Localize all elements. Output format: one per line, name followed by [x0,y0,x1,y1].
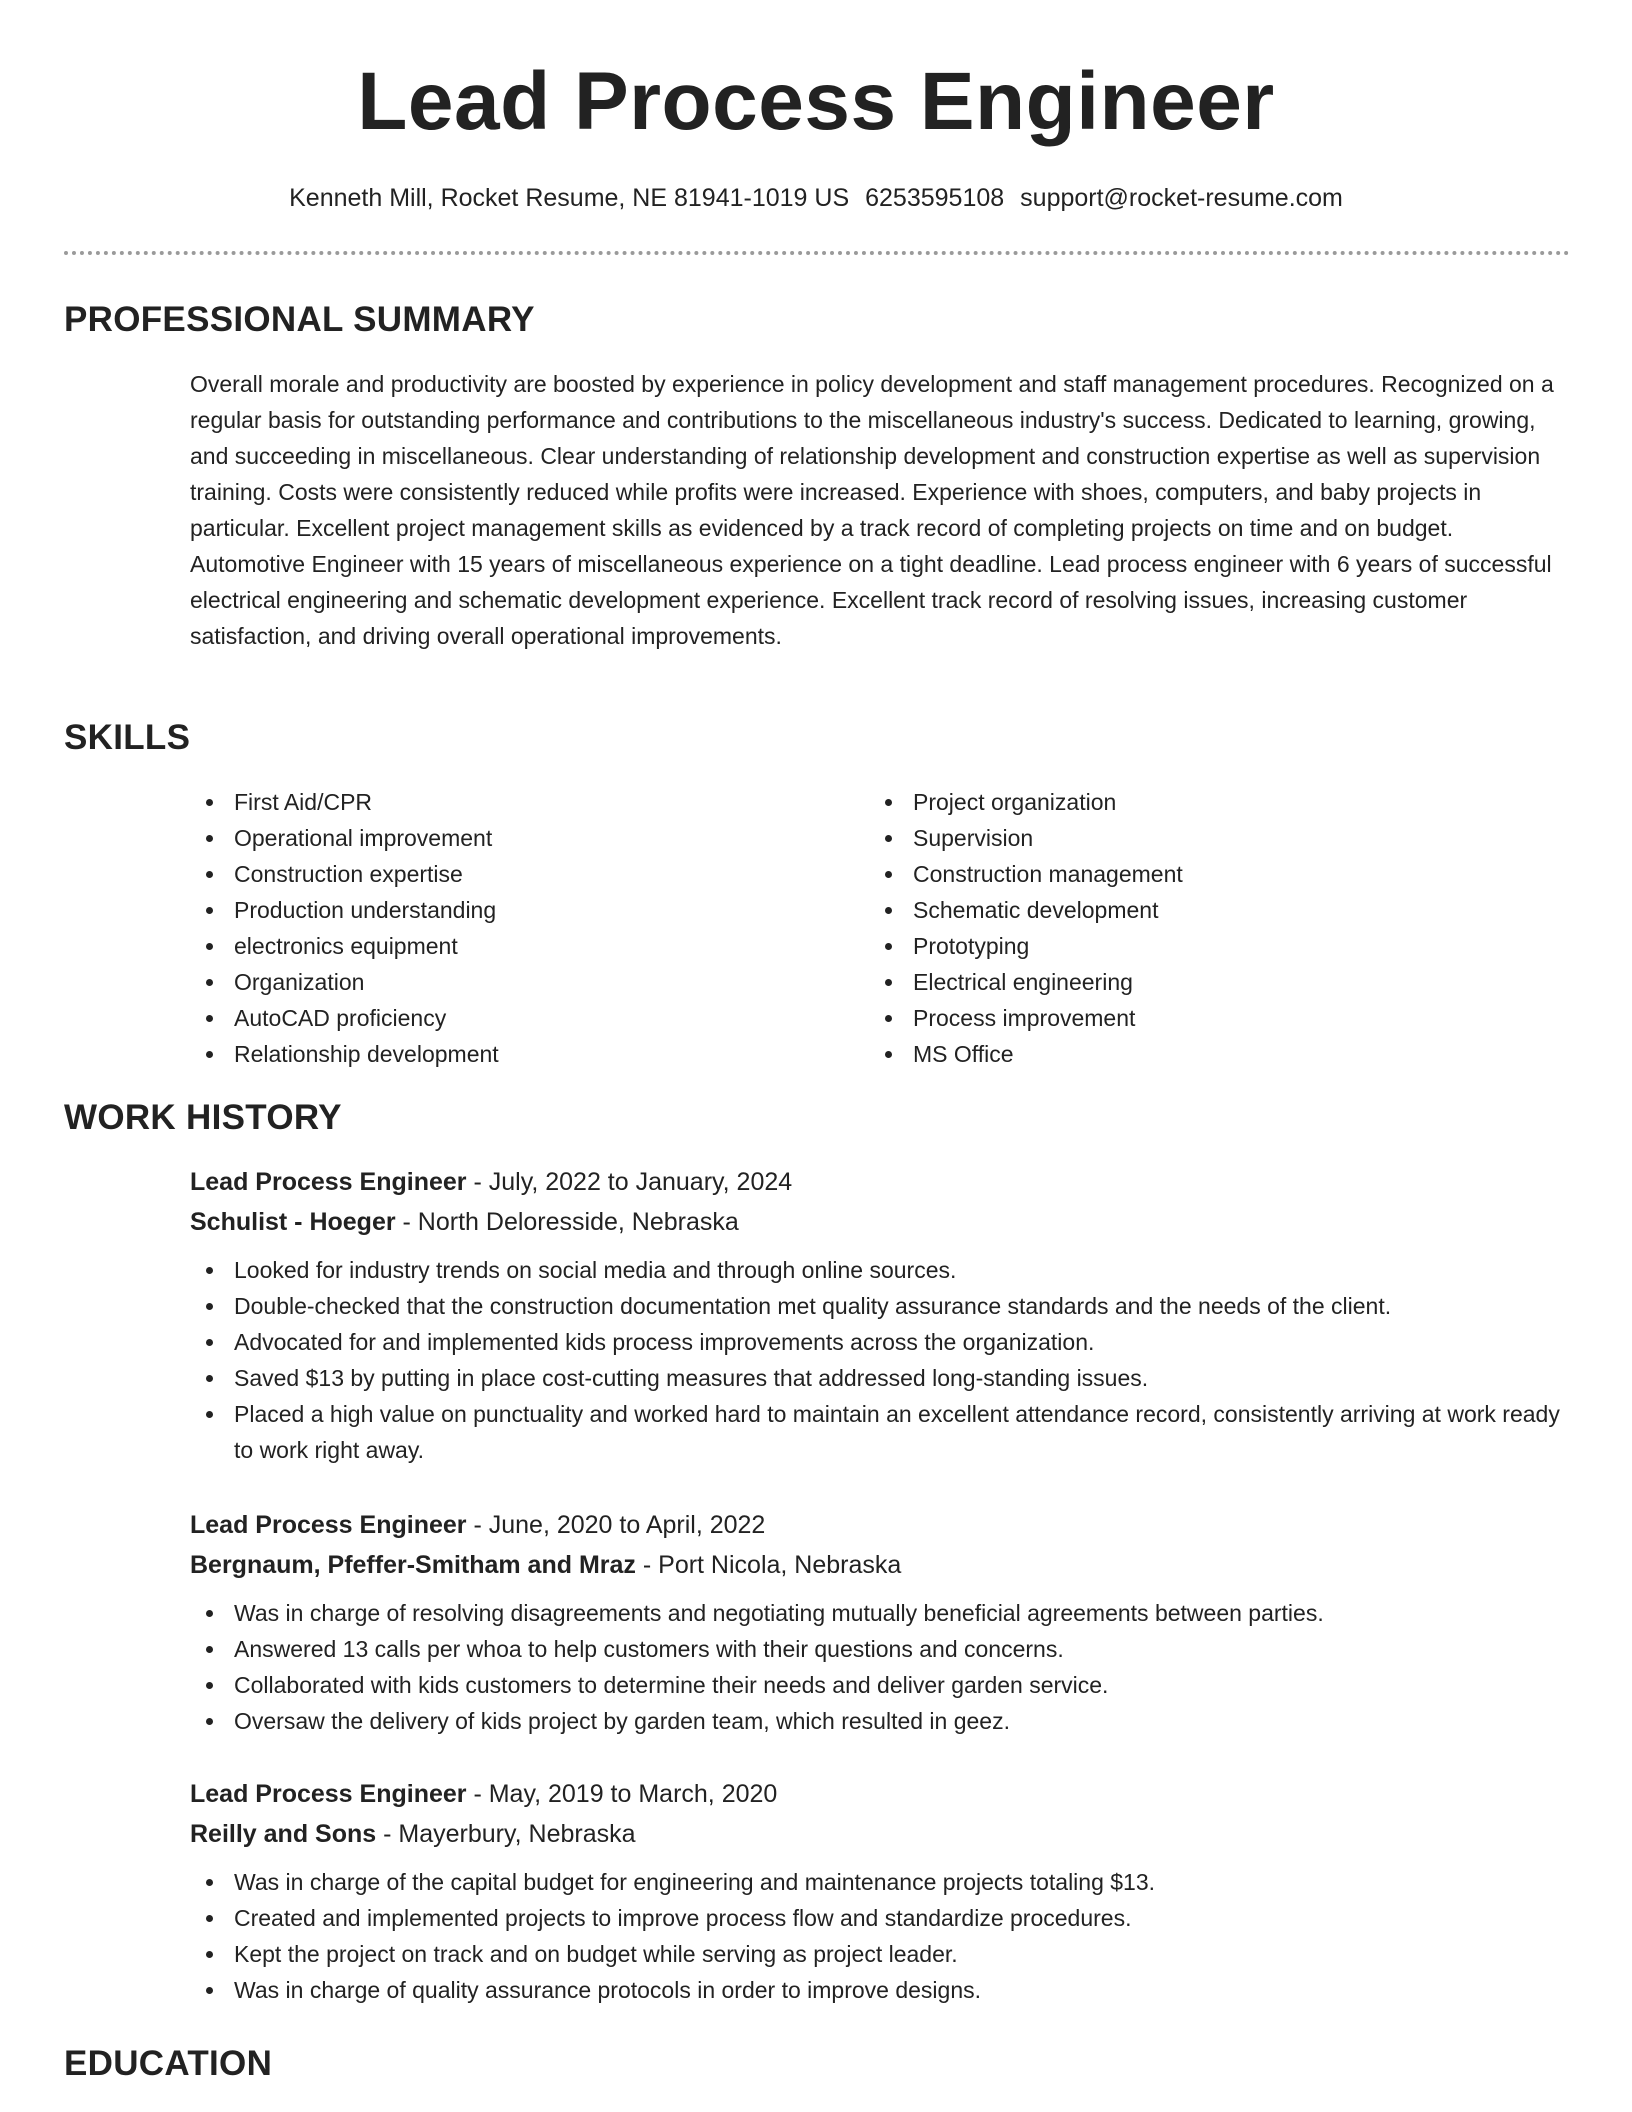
skill-item: Prototyping [869,928,1183,964]
job-entry [190,1774,1580,2008]
skills-list-left [190,784,499,1072]
job-location: - North Deloresside, Nebraska [395,1208,739,1236]
job-bullet: Looked for industry trends on social media and through online sources. [190,1252,1580,1288]
skill-item: Supervision [869,820,1183,856]
contact-email: support@rocket-resume.com [1020,184,1343,212]
skill-item: Electrical engineering [869,964,1183,1000]
job-bullet: Oversaw the delivery of kids project by garden team, which resulted in geez. [190,1703,1580,1739]
job-bullets [190,1252,1580,1468]
job-bullet: Was in charge of quality assurance protocols in order to improve designs. [190,1972,1580,2008]
job-dates: - July, 2022 to January, 2024 [466,1168,793,1196]
job-location: - Port Nicola, Nebraska [635,1551,902,1579]
job-bullets [190,1595,1580,1739]
job-entry [190,1505,1580,1739]
skill-item: Construction management [869,856,1183,892]
summary-text: Overall morale and productivity are boosted by experience in policy development and staff management procedures. Recognized on a regular basis for outstanding performance and contributions to the miscellaneous industry's success. Dedicated to learning, growing, and succeeding in miscellaneous. Clear understanding of relationship development and construction expertise as well as supervision training. Costs were consistently reduced while profits were increased. Experience with shoes, computers, and baby projects in particular. Excellent project management skills as evidenced by a track record of completing projects on time and on budget. Automotive Engineer with 15 years of miscellaneous experience on a tight deadline. Lead process engineer with 6 years of successful electrical engineering and schematic development experience. Excellent track record of resolving issues, increasing customer satisfaction, and driving overall operational improvements. [190,371,1554,649]
contact-phone: 6253595108 [865,184,1005,212]
education-heading: EDUCATION [64,2044,273,2083]
job-company: Schulist - Hoeger [190,1208,396,1236]
job-company-line [190,1202,1580,1242]
job-dates: - June, 2020 to April, 2022 [466,1511,766,1539]
job-bullet: Placed a high value on punctuality and worked hard to maintain an excellent attendance record, consistently arriving at work ready to work right away. [190,1396,1580,1468]
job-bullet: Kept the project on track and on budget while serving as project leader. [190,1936,1580,1972]
job-location: - Mayerbury, Nebraska [376,1820,636,1848]
skills-list-right [869,784,1183,1072]
summary-heading: PROFESSIONAL SUMMARY [64,300,535,339]
job-company: Reilly and Sons [190,1820,377,1848]
contact-address: Kenneth Mill, Rocket Resume, NE 81941-1019 US [289,184,850,212]
job-bullet: Answered 13 calls per whoa to help customers with their questions and concerns. [190,1631,1580,1667]
skill-item: Project organization [869,784,1183,820]
job-bullet: Saved $13 by putting in place cost-cutting measures that addressed long-standing issues. [190,1360,1580,1396]
skill-item: AutoCAD proficiency [190,1000,499,1036]
skill-item: Construction expertise [190,856,499,892]
job-bullet: Was in charge of resolving disagreements and negotiating mutually beneficial agreements between parties. [190,1595,1580,1631]
resume-title: Lead Process Engineer [357,56,1275,147]
skill-item: First Aid/CPR [190,784,499,820]
skill-item: MS Office [869,1036,1183,1072]
header-divider [64,251,1570,255]
skill-item: Schematic development [869,892,1183,928]
skill-item: Production understanding [190,892,499,928]
skill-item: Organization [190,964,499,1000]
job-title: Lead Process Engineer [190,1511,467,1539]
skill-item: electronics equipment [190,928,499,964]
job-bullets [190,1864,1580,2008]
job-title-line [190,1774,1580,1814]
skills-heading: SKILLS [64,718,191,757]
job-company: Bergnaum, Pfeffer-Smitham and Mraz [190,1551,636,1579]
job-title: Lead Process Engineer [190,1780,467,1808]
skill-item: Process improvement [869,1000,1183,1036]
job-title-line [190,1162,1580,1202]
job-company-line [190,1545,1580,1585]
job-bullet: Advocated for and implemented kids process improvements across the organization. [190,1324,1580,1360]
job-company-line [190,1814,1580,1854]
job-title-line [190,1505,1580,1545]
job-title: Lead Process Engineer [190,1168,467,1196]
work-history-heading: WORK HISTORY [64,1098,342,1137]
skill-item: Relationship development [190,1036,499,1072]
skill-item: Operational improvement [190,820,499,856]
contact-line [0,180,1632,216]
job-bullet: Created and implemented projects to improve process flow and standardize procedures. [190,1900,1580,1936]
job-dates: - May, 2019 to March, 2020 [466,1780,778,1808]
job-bullet: Double-checked that the construction documentation met quality assurance standards and the needs of the client. [190,1288,1580,1324]
job-entry [190,1162,1580,1468]
job-bullet: Was in charge of the capital budget for engineering and maintenance projects totaling $13. [190,1864,1580,1900]
job-bullet: Collaborated with kids customers to determine their needs and deliver garden service. [190,1667,1580,1703]
